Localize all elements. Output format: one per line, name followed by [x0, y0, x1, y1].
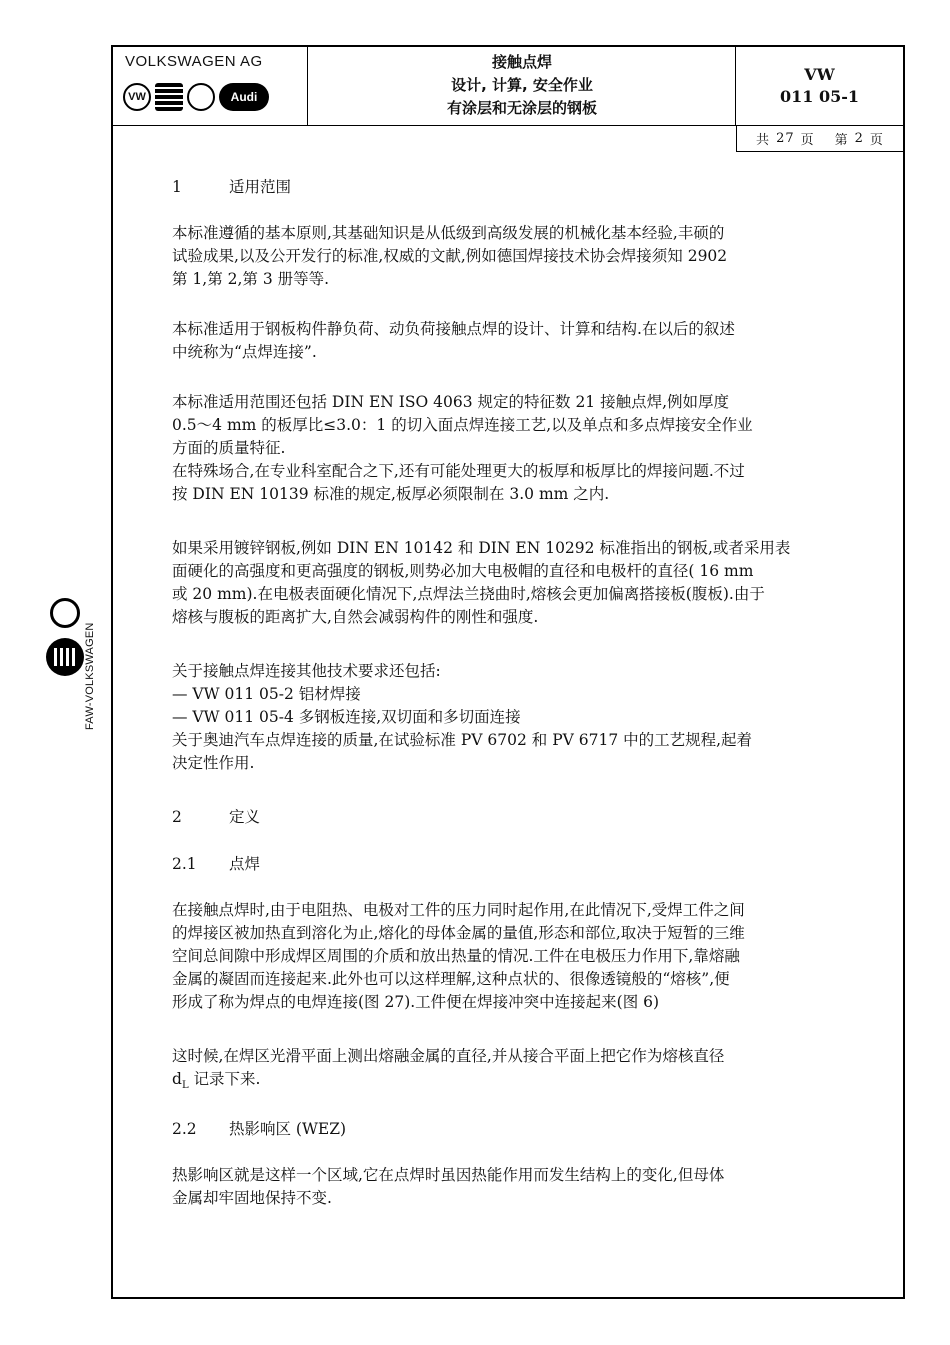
company-name: VOLKSWAGEN AG [125, 53, 263, 70]
brand-logos [123, 83, 269, 111]
page-total-label: 共 [756, 132, 771, 148]
text-line: 关于奥迪汽车点焊连接的质量,在试验标准 PV 6702 和 PV 6717 中的工艺规程,起着 [172, 731, 753, 749]
text-line: 金属的凝固而连接起来.此外也可以这样理解,这种点状的、很像透镜般的“熔核”,便 [172, 970, 730, 988]
text-line: 0.5～4 mm 的板厚比≤3.0：1 的切入面点焊连接工艺,以及单点和多点焊接安全作业 [172, 416, 753, 434]
document-header [113, 47, 903, 126]
paragraph-1 [172, 222, 892, 291]
page-unit-2: 页 [869, 132, 884, 148]
text-line: 如果采用镀锌钢板,例如 DIN EN 10142 和 DIN EN 10292 标准指出的钢板,或者采用表 [172, 539, 791, 557]
title-line-3: 有涂层和无涂层的钢板 [446, 99, 597, 117]
text-line: 按 DIN EN 10139 标准的规定,板厚必须限制在 3.0 mm 之内. [172, 485, 610, 503]
page-counter [736, 125, 903, 152]
standard-code-number: 011 05-1 [779, 87, 859, 106]
text-line: 本标准适用范围还包括 DIN EN ISO 4063 规定的特征数 21 接触点焊,例如厚度 [172, 393, 730, 411]
vw-emblem-icon [50, 598, 80, 628]
page-unit-1: 页 [800, 132, 815, 148]
faw-emblem-icon [46, 638, 84, 676]
title-line-1: 接触点焊 [491, 53, 552, 71]
text-line: 在特殊场合,在专业科室配合之下,还有可能处理更大的板厚和板厚比的焊接问题.不过 [172, 462, 745, 480]
text-line: 金属却牢固地保持不变. [172, 1189, 332, 1207]
side-brand [40, 590, 110, 740]
page-current: 2 [854, 130, 864, 146]
text-line: 面硬化的高强度和更高强度的钢板,则势必加大电极帽的直径和电极杆的直径( 16 mm [172, 562, 754, 580]
section-number: 2 [172, 808, 182, 826]
paragraph-3 [172, 391, 892, 506]
paragraph-6 [172, 899, 892, 1014]
paragraph-8 [172, 1164, 892, 1210]
skoda-logo-icon [187, 83, 215, 111]
text-line: 这时候,在焊区光滑平面上测出熔融金属的直径,并从接合平面上把它作为熔核直径 [172, 1047, 725, 1065]
company-cell [113, 47, 308, 125]
paragraph-4 [172, 537, 892, 629]
page-current-label: 第 [834, 132, 849, 148]
title-line-2: 设计, 计算, 安全作业 [451, 76, 593, 94]
text-line: 本标准适用于钢板构件静负荷、动负荷接触点焊的设计、计算和结构.在以后的叙述 [172, 320, 735, 338]
text-line [172, 1068, 892, 1097]
text-line: 热影响区就是这样一个区域,它在点焊时虽因热能作用而发生结构上的变化,但母体 [172, 1166, 725, 1184]
text-line: 的焊接区被加热直到溶化为止,熔化的母体金属的量值,形态和部位,取决于短暂的三维 [172, 924, 745, 942]
list-item: — VW 011 05-4 多钢板连接,双切面和多切面连接 [172, 708, 521, 726]
symbol-d: d [172, 1070, 182, 1088]
text-line: 本标准遵循的基本原则,其基础知识是从低级到高级发展的机械化基本经验,丰硕的 [172, 224, 725, 242]
code-cell [736, 47, 903, 125]
section-number: 2.2 [172, 1120, 197, 1138]
text-line: 第 1,第 2,第 3 册等等. [172, 270, 330, 288]
text-line: 方面的质量特征. [172, 439, 286, 457]
text-line: 或 20 mm).在电极表面硬化情况下,点焊法兰挠曲时,熔核会更加偏离搭接板(腹板).由于 [172, 585, 765, 603]
text-line: 空间总间隙中形成焊区周围的介质和放出热量的情况.工件在电极压力作用下,靠熔融 [172, 947, 740, 965]
side-brand-text: FAW-VOLKSWAGEN [84, 622, 96, 730]
text-line: 熔核与腹板的距离扩大,自然会减弱构件的刚性和强度. [172, 608, 539, 626]
text-line: 关于接触点焊连接其他技术要求还包括: [172, 662, 441, 680]
section-title: 定义 [229, 808, 261, 826]
symbol-subscript: L [181, 1080, 189, 1092]
text-line: 形成了称为焊点的电焊连接(图 27).工件便在焊接冲突中连接起来(图 6) [172, 993, 660, 1011]
title-cell [308, 47, 736, 125]
section-title: 热影响区 (WEZ) [229, 1120, 347, 1138]
list-item: — VW 011 05-2 铝材焊接 [172, 685, 361, 703]
text-line-rest: 记录下来. [188, 1070, 261, 1088]
text-line: 试验成果,以及公开发行的标准,权威的文献,例如德国焊接技术协会焊接须知 2902 [172, 247, 728, 265]
section-number: 2.1 [172, 855, 197, 873]
vw-logo-icon: VW [123, 83, 151, 111]
paragraph-5 [172, 660, 892, 775]
section-title: 适用范围 [229, 178, 292, 196]
page-total: 27 [776, 130, 795, 146]
audi-logo-icon: Audi [219, 83, 269, 111]
text-line: 在接触点焊时,由于电阻热、电极对工件的压力同时起作用,在此情况下,受焊工件之间 [172, 901, 745, 919]
text-line: 中统称为“点焊连接”. [172, 343, 317, 361]
standard-code-prefix: VW [804, 65, 835, 84]
seat-logo-icon [155, 83, 183, 111]
section-title: 点焊 [229, 855, 261, 873]
paragraph-7 [172, 1045, 892, 1097]
text-line: 决定性作用. [172, 754, 255, 772]
section-number: 1 [172, 178, 182, 196]
paragraph-2 [172, 318, 892, 364]
